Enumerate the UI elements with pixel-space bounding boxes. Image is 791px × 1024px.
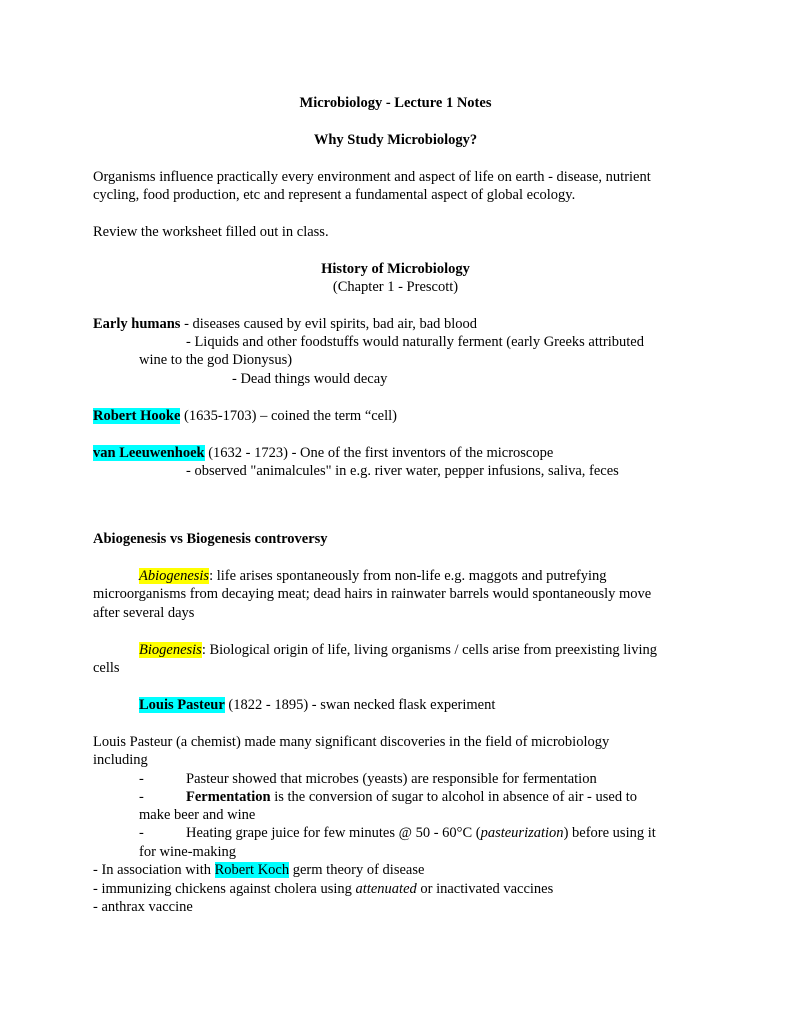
early-humans-line-2: - Liquids and other foodstuffs would naturally ferment (early Greeks attributed: [186, 334, 644, 350]
bullet-3-line-2: for wine-making: [139, 844, 237, 860]
leeuwenhoek-name: van Leeuwenhoek: [93, 445, 205, 461]
hooke-name: Robert Hooke: [93, 408, 181, 424]
pasteurization-term: pasteurization: [480, 825, 564, 841]
why-paragraph-line-2: cycling, food production, etc and represent a fundamental aspect of global ecology.: [93, 187, 576, 203]
bullet-1-text: Pasteur showed that microbes (yeasts) are responsible for fermentation: [186, 771, 597, 787]
pasteur-line: [139, 696, 495, 714]
early-humans-line-3: wine to the god Dionysus): [139, 352, 293, 368]
cholera-post: or inactivated vaccines: [416, 881, 554, 897]
history-heading: History of Microbiology: [321, 261, 470, 277]
hooke-line: [93, 407, 397, 425]
biogenesis-line-2: cells: [93, 660, 120, 676]
hooke-text: (1635-1703) – coined the term “cell): [180, 408, 398, 424]
fermentation-text: is the conversion of sugar to alcohol in absence of air - used to: [270, 789, 637, 805]
bullet-dash: -: [139, 771, 144, 787]
cholera-pre: - immunizing chickens against cholera using: [93, 881, 356, 897]
koch-pre: - In association with: [93, 862, 215, 878]
pasteur-intro-line-1: Louis Pasteur (a chemist) made many significant discoveries in the field of microbiology: [93, 734, 610, 750]
koch-name: Robert Koch: [214, 862, 290, 878]
biogenesis-text: : Biological origin of life, living organisms / cells arise from preexisting living: [201, 642, 658, 658]
pasteur-intro-line-2: including: [93, 752, 148, 768]
cholera-line: [93, 880, 553, 898]
early-humans-label: Early humans: [93, 316, 181, 332]
bullet-2-line-1: [186, 788, 637, 806]
why-paragraph-line-1: Organisms influence practically every environment and aspect of life on earth - disease, nutrient: [93, 169, 651, 185]
early-humans-line: [93, 315, 477, 333]
pasteur-text: (1822 - 1895) - swan necked flask experiment: [224, 697, 496, 713]
bullet-dash: -: [139, 789, 144, 805]
pasteur-name: Louis Pasteur: [139, 697, 225, 713]
leeuwenhoek-line: [93, 444, 553, 462]
review-line: Review the worksheet filled out in class.: [93, 224, 329, 240]
abiogenesis-line-3: after several days: [93, 605, 195, 621]
why-heading: Why Study Microbiology?: [313, 132, 478, 148]
abiogenesis-line-2: microorganisms from decaying meat; dead hairs in rainwater barrels would spontaneously move: [93, 586, 652, 602]
abiogenesis-term: Abiogenesis: [139, 568, 210, 584]
koch-post: germ theory of disease: [289, 862, 425, 878]
leeuwenhoek-line-2: - observed "animalcules" in e.g. river water, pepper infusions, saliva, feces: [186, 463, 619, 479]
early-humans-text: - diseases caused by evil spirits, bad air, bad blood: [180, 316, 478, 332]
koch-line: [93, 861, 424, 879]
biogenesis-line-1: [139, 641, 657, 659]
bullet-dash: -: [139, 825, 144, 841]
abio-heading: Abiogenesis vs Biogenesis controversy: [93, 531, 328, 547]
abiogenesis-line-1: [139, 567, 607, 585]
attenuated-term: attenuated: [355, 881, 417, 897]
bullet-2-line-2: make beer and wine: [139, 807, 256, 823]
biogenesis-term: Biogenesis: [139, 642, 202, 658]
page-title: Microbiology - Lecture 1 Notes: [299, 95, 492, 111]
abiogenesis-text: : life arises spontaneously from non-life e.g. maggots and putrefying: [209, 568, 607, 584]
bullet-3-post: ) before using it: [563, 825, 656, 841]
leeuwenhoek-text: (1632 - 1723) - One of the first inventors of the microscope: [204, 445, 554, 461]
fermentation-term: Fermentation: [186, 789, 271, 805]
bullet-3-pre: Heating grape juice for few minutes @ 50 - 60°C (: [186, 825, 481, 841]
early-humans-line-4: - Dead things would decay: [232, 371, 388, 387]
bullet-3-line-1: [186, 824, 656, 842]
anthrax-line: - anthrax vaccine: [93, 899, 193, 915]
history-subheading: (Chapter 1 - Prescott): [332, 279, 459, 295]
